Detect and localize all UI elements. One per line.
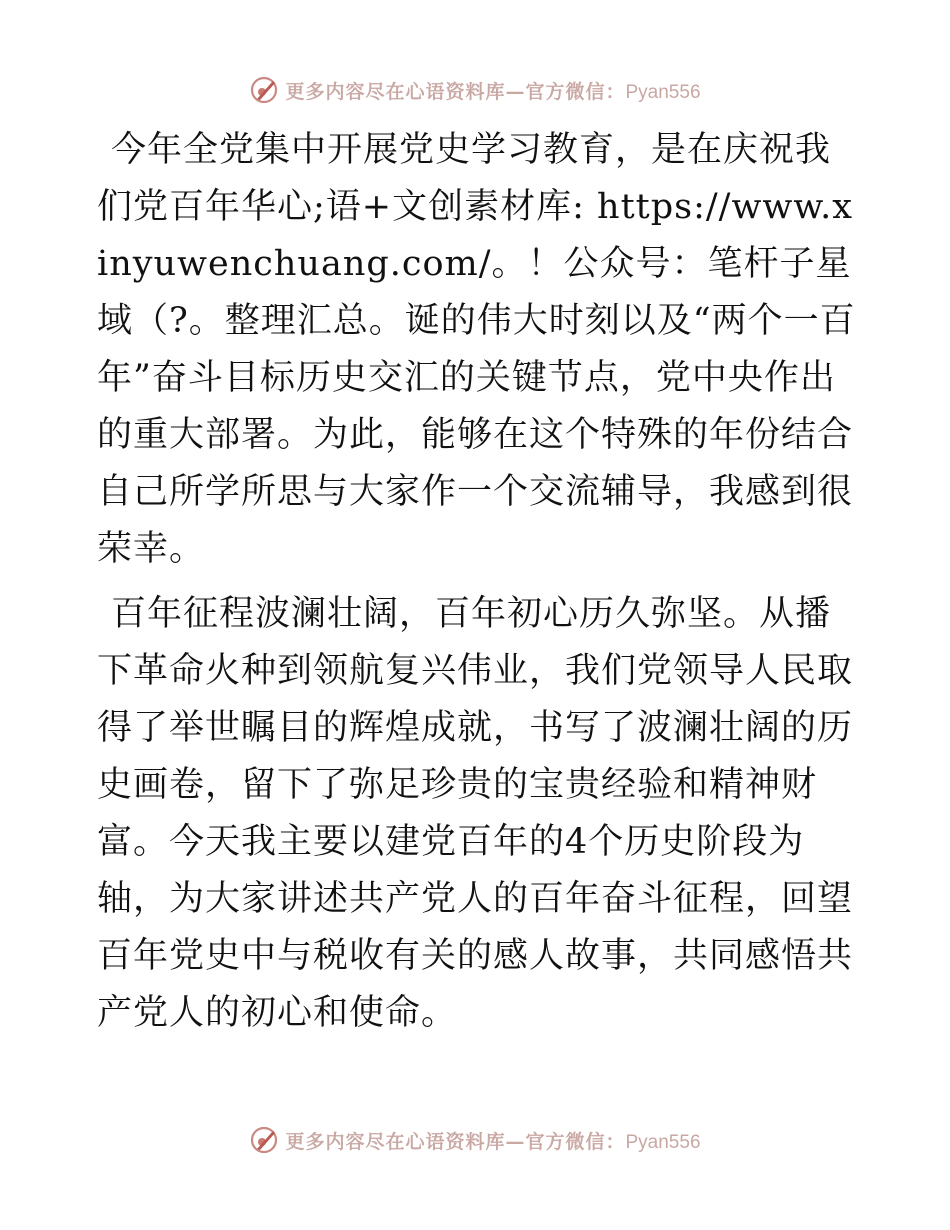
header-watermark [0, 70, 950, 110]
wechat-id: Pyan556 [625, 1131, 701, 1153]
quill-logo-icon [249, 1125, 279, 1155]
paragraph: 今年全党集中开展党史学习教育，是在庆祝我们党百年华心;语+文创素材库: https://www.xinyuwenchuang.com/。！公众号：笔杆子星域（?。整理汇总。诞的伟大时刻以及“两个一百年”奋斗目标历史交汇的关键节点，党中央作出的重大部署。为此，能够在这个特殊的年份结合自己所学所思与大家作一个交流辅导，我感到很荣幸。 [97, 130, 856, 569]
quill-logo-icon [249, 75, 279, 105]
paragraph: 百年征程波澜壮阔，百年初心历久弥坚。从播下革命火种到领航复兴伟业，我们党领导人民取得了举世瞩目的辉煌成就，书写了波澜壮阔的历史画卷，留下了弥足珍贵的宝贵经验和精神财富。今天我主要以建党百年的4个历史阶段为轴，为大家讲述共产党人的百年奋斗征程，回望百年党史中与税收有关的感人故事，共同感悟共产党人的初心和使命。 [97, 594, 854, 1033]
wechat-id: Pyan556 [625, 81, 701, 103]
watermark-label: 更多内容尽在心语资料库—官方微信：Pyan556 [285, 1130, 701, 1153]
document-body [97, 122, 857, 1042]
watermark-label: 更多内容尽在心语资料库—官方微信：Pyan556 [285, 80, 701, 103]
footer-watermark [0, 1120, 950, 1160]
